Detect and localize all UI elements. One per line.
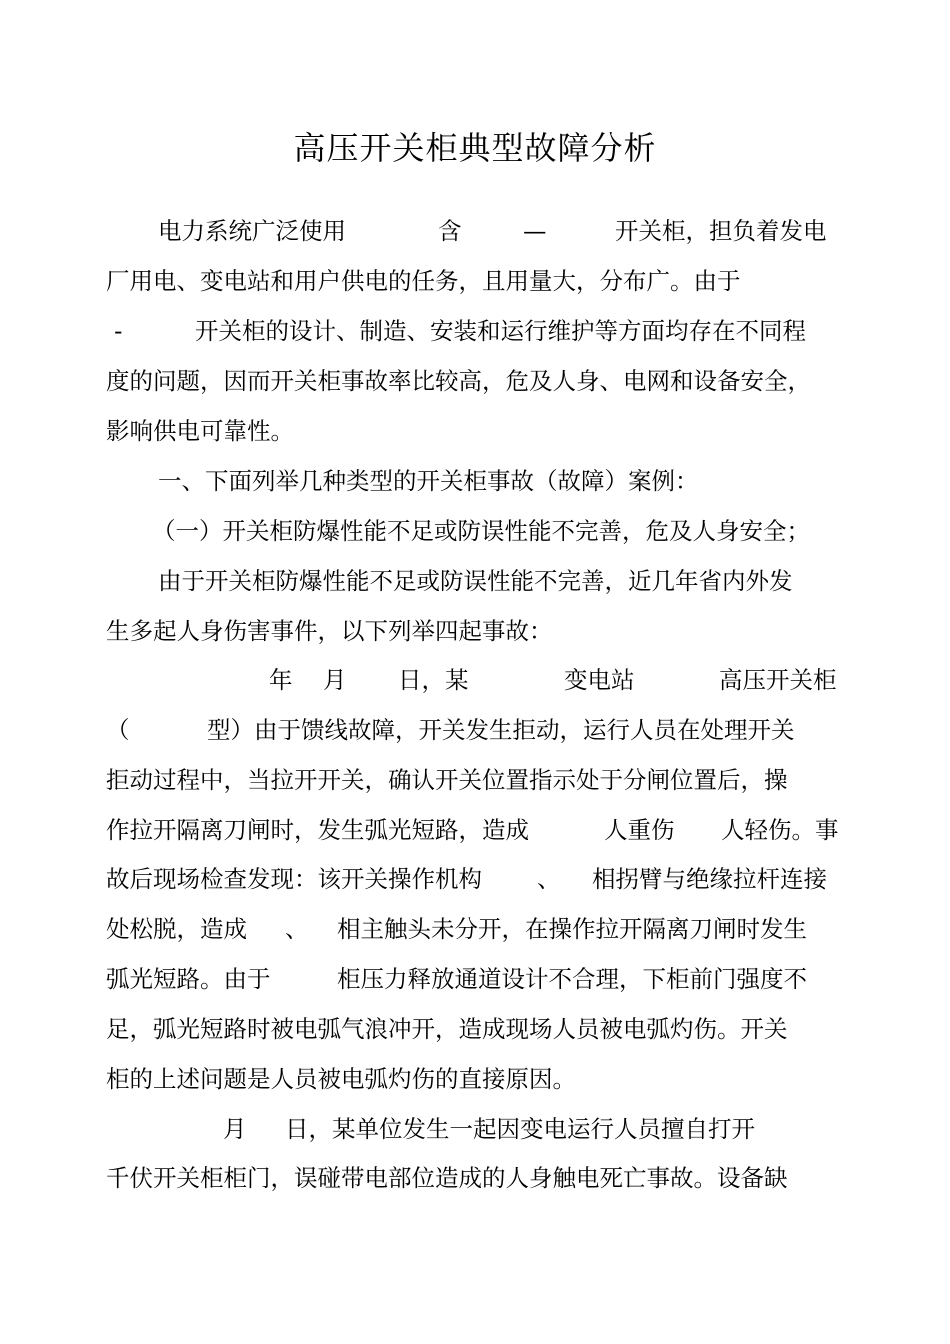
paragraph-line bbox=[0, 463, 699, 499]
paragraph-line bbox=[0, 213, 827, 249]
paragraph-line bbox=[0, 961, 807, 997]
text-fragment: 电力系统广泛使用 bbox=[158, 217, 346, 245]
paragraph-line bbox=[0, 911, 807, 947]
text-fragment: 人轻伤。事 bbox=[721, 816, 839, 844]
text-fragment: 柜压力释放通道设计不合理，下柜前门强度不 bbox=[337, 965, 807, 993]
text-fragment: 一、下面列举几种类型的开关柜事故（故障）案例： bbox=[158, 467, 699, 495]
paragraph-line bbox=[0, 613, 553, 649]
text-fragment: 月 bbox=[223, 1115, 247, 1143]
text-fragment: 型）由于馈线故障，开关发生拒动，运行人员在处理开关 bbox=[207, 716, 795, 744]
text-fragment: 度的问题，因而开关柜事故率比较高，危及人身、电网和设备安全， bbox=[106, 367, 811, 395]
text-fragment: 作拉开隔离刀闸时，发生弧光短路，造成 bbox=[106, 816, 529, 844]
text-fragment: 月 bbox=[323, 666, 347, 694]
text-fragment: 厂用电、变电站和用户供电的任务，且用量大，分布广。由于 bbox=[106, 267, 741, 295]
paragraph-line bbox=[0, 363, 811, 399]
paragraph-line bbox=[0, 1061, 576, 1097]
paragraph-line bbox=[0, 513, 810, 549]
paragraph-line bbox=[0, 1011, 788, 1047]
text-fragment: 变电站 bbox=[564, 666, 635, 694]
paragraph-line bbox=[0, 762, 788, 798]
text-fragment: 日，某单位发生一起因变电运行人员擅自打开 bbox=[285, 1115, 755, 1143]
text-fragment: 高压开关柜 bbox=[719, 666, 837, 694]
text-fragment: 弧光短路。由于 bbox=[106, 965, 271, 993]
paragraph-line bbox=[0, 313, 806, 349]
text-fragment: 人重伤 bbox=[604, 816, 675, 844]
text-fragment: 相拐臂与绝缘拉杆连接 bbox=[592, 865, 827, 893]
text-fragment: — bbox=[523, 217, 547, 245]
text-fragment: 开关柜，担负着发电 bbox=[615, 217, 827, 245]
paragraph-line bbox=[0, 662, 837, 698]
paragraph-line bbox=[0, 1160, 788, 1196]
text-fragment: 含 bbox=[438, 217, 462, 245]
text-fragment: 开关柜的设计、制造、安装和运行维护等方面均存在不同程 bbox=[195, 317, 806, 345]
text-fragment: 足，弧光短路时被电弧气浪冲开，造成现场人员被电弧灼伤。开关 bbox=[106, 1015, 788, 1043]
paragraph-line bbox=[0, 563, 793, 599]
document-title: 高压开关柜典型故障分析 bbox=[293, 129, 657, 167]
text-fragment: 千伏开关柜柜门，误碰带电部位造成的人身触电死亡事故。设备缺 bbox=[106, 1164, 788, 1192]
text-fragment: 、 bbox=[537, 865, 561, 893]
paragraph-line bbox=[0, 413, 294, 449]
paragraph-line bbox=[0, 1111, 755, 1147]
text-fragment: 、 bbox=[285, 915, 309, 943]
text-fragment: （一）开关柜防爆性能不足或防误性能不完善，危及人身安全； bbox=[152, 517, 810, 545]
text-fragment: 由于开关柜防爆性能不足或防误性能不完善，近几年省内外发 bbox=[158, 567, 793, 595]
paragraph-line bbox=[0, 812, 839, 848]
text-fragment: （ bbox=[106, 716, 130, 744]
text-fragment: 年 bbox=[269, 666, 293, 694]
text-fragment: 柜的上述问题是人员被电弧灼伤的直接原因。 bbox=[106, 1065, 576, 1093]
paragraph-line bbox=[0, 861, 827, 897]
text-fragment: 相主触头未分开，在操作拉开隔离刀闸时发生 bbox=[337, 915, 807, 943]
text-fragment: 处松脱，造成 bbox=[106, 915, 247, 943]
text-fragment: 拒动过程中，当拉开开关，确认开关位置指示处于分闸位置后，操 bbox=[106, 766, 788, 794]
text-fragment: 日，某 bbox=[398, 666, 469, 694]
text-fragment: 影响供电可靠性。 bbox=[106, 417, 294, 445]
paragraph-line bbox=[0, 712, 795, 748]
text-fragment: - bbox=[114, 317, 123, 345]
text-fragment: 生多起人身伤害事件，以下列举四起事故： bbox=[106, 617, 553, 645]
text-fragment: 故后现场检查发现：该开关操作机构 bbox=[106, 865, 482, 893]
paragraph-line bbox=[0, 263, 741, 299]
